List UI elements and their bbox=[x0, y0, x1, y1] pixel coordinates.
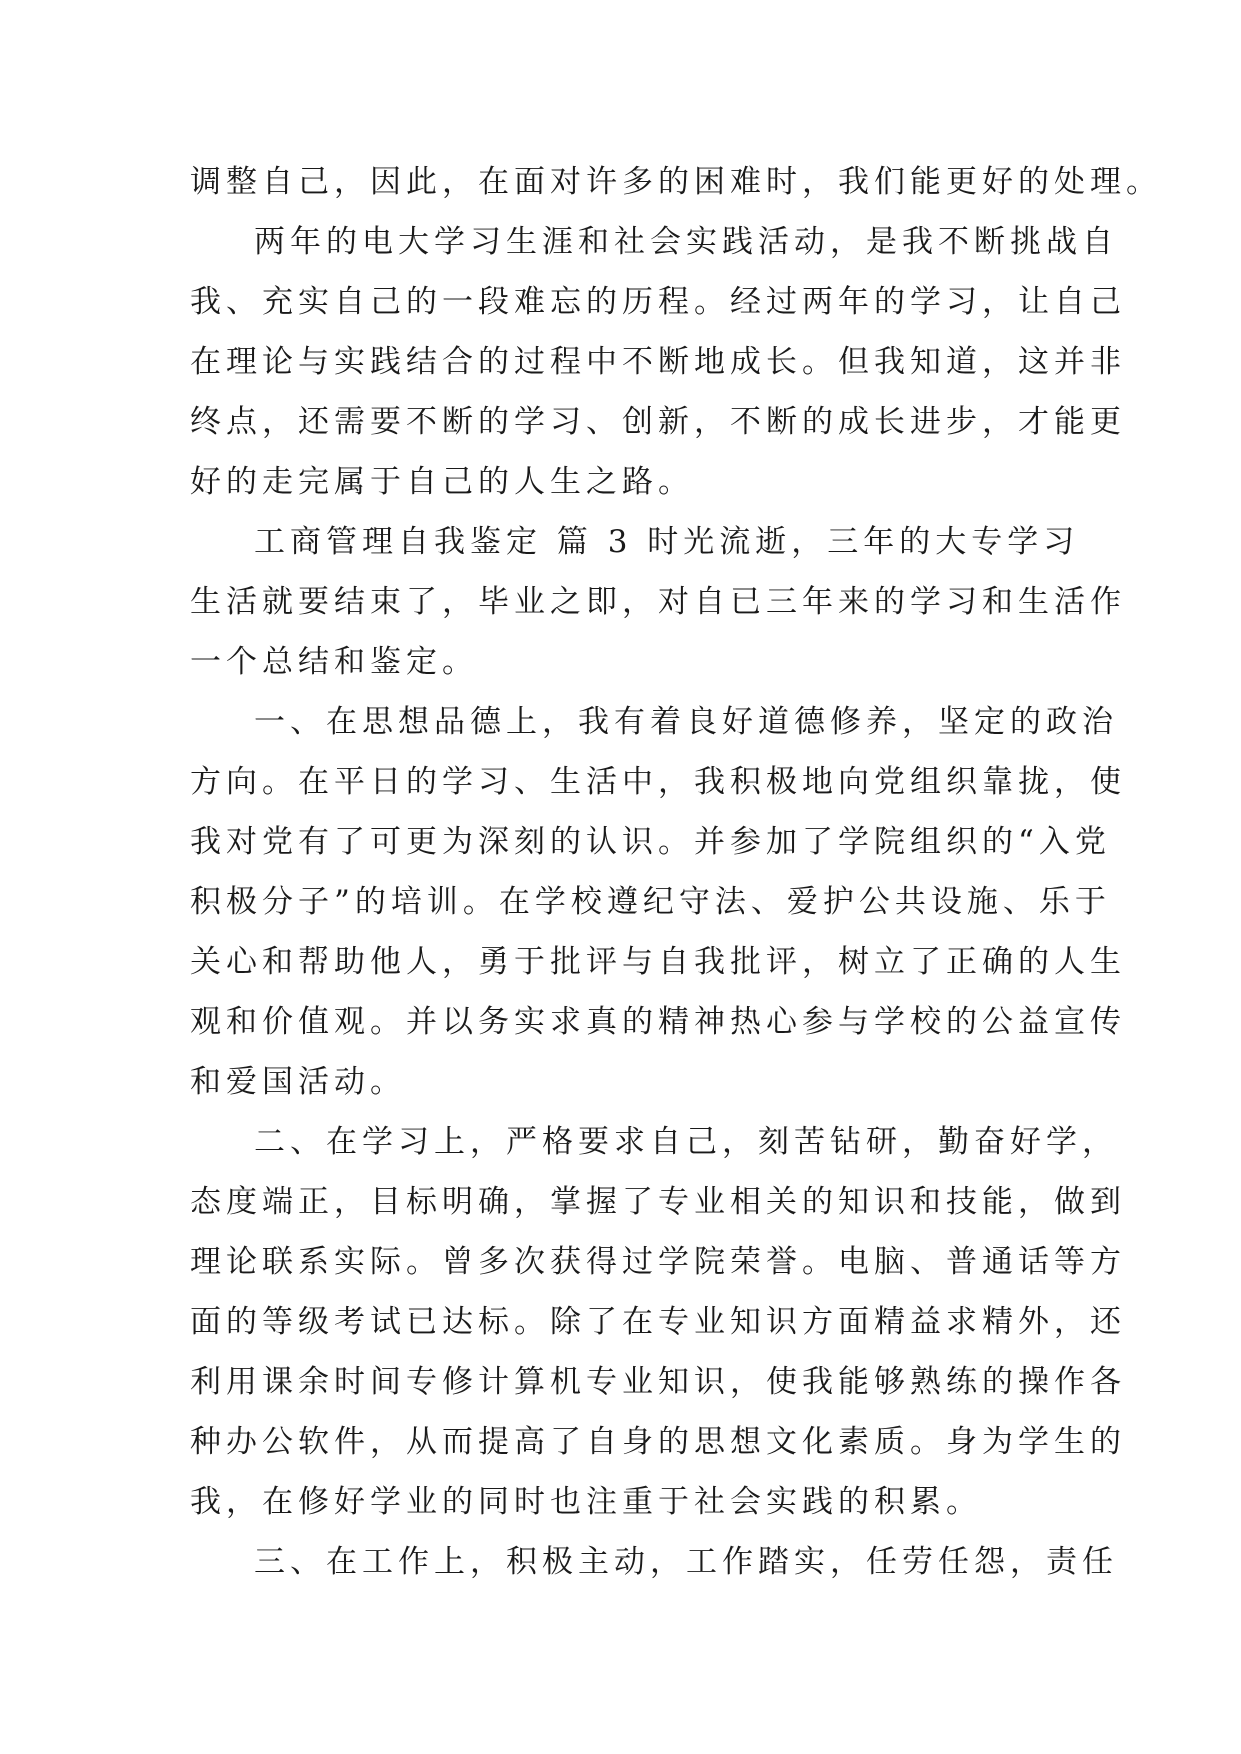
text-line: 一个总结和鉴定。 bbox=[190, 644, 478, 680]
text-line: 方向。在平日的学习、生活中，我积极地向党组织靠拢，使 bbox=[190, 764, 1126, 800]
text-line: 三、在工作上，积极主动，工作踏实，任劳任怨，责任 bbox=[254, 1544, 1118, 1580]
text-line: 面的等级考试已达标。除了在专业知识方面精益求精外，还 bbox=[190, 1304, 1126, 1340]
text-line: 我，在修好学业的同时也注重于社会实践的积累。 bbox=[190, 1484, 982, 1520]
section-heading-line: 工商管理自我鉴定 篇 3 时光流逝，三年的大专学习 bbox=[254, 524, 1080, 560]
text-line: 我、充实自己的一段难忘的历程。经过两年的学习，让自己 bbox=[190, 284, 1126, 320]
text-line: 调整自己，因此，在面对许多的困难时，我们能更好的处理。 bbox=[190, 164, 1162, 200]
text-line: 好的走完属于自己的人生之路。 bbox=[190, 464, 694, 500]
text-line: 二、在学习上，严格要求自己，刻苦钻研，勤奋好学， bbox=[254, 1124, 1118, 1160]
text-line: 种办公软件，从而提高了自身的思想文化素质。身为学生的 bbox=[190, 1424, 1126, 1460]
text-line: 积极分子”的培训。在学校遵纪守法、爱护公共设施、乐于 bbox=[190, 884, 1111, 920]
text-line: 观和价值观。并以务实求真的精神热心参与学校的公益宣传 bbox=[190, 1004, 1126, 1040]
text-line: 关心和帮助他人，勇于批评与自我批评，树立了正确的人生 bbox=[190, 944, 1126, 980]
text-line: 理论联系实际。曾多次获得过学院荣誉。电脑、普通话等方 bbox=[190, 1244, 1126, 1280]
text-line: 生活就要结束了，毕业之即，对自已三年来的学习和生活作 bbox=[190, 584, 1126, 620]
text-line: 态度端正，目标明确，掌握了专业相关的知识和技能，做到 bbox=[190, 1184, 1126, 1220]
document-body bbox=[190, 152, 1162, 1592]
text-line: 一、在思想品德上，我有着良好道德修养，坚定的政治 bbox=[254, 704, 1118, 740]
text-line: 和爱国活动。 bbox=[190, 1064, 406, 1100]
text-line: 利用课余时间专修计算机专业知识，使我能够熟练的操作各 bbox=[190, 1364, 1126, 1400]
text-line: 我对党有了可更为深刻的认识。并参加了学院组织的“入党 bbox=[190, 824, 1111, 860]
text-line: 终点，还需要不断的学习、创新，不断的成长进步，才能更 bbox=[190, 404, 1126, 440]
text-line: 两年的电大学习生涯和社会实践活动，是我不断挑战自 bbox=[254, 224, 1118, 260]
text-line: 在理论与实践结合的过程中不断地成长。但我知道，这并非 bbox=[190, 344, 1126, 380]
